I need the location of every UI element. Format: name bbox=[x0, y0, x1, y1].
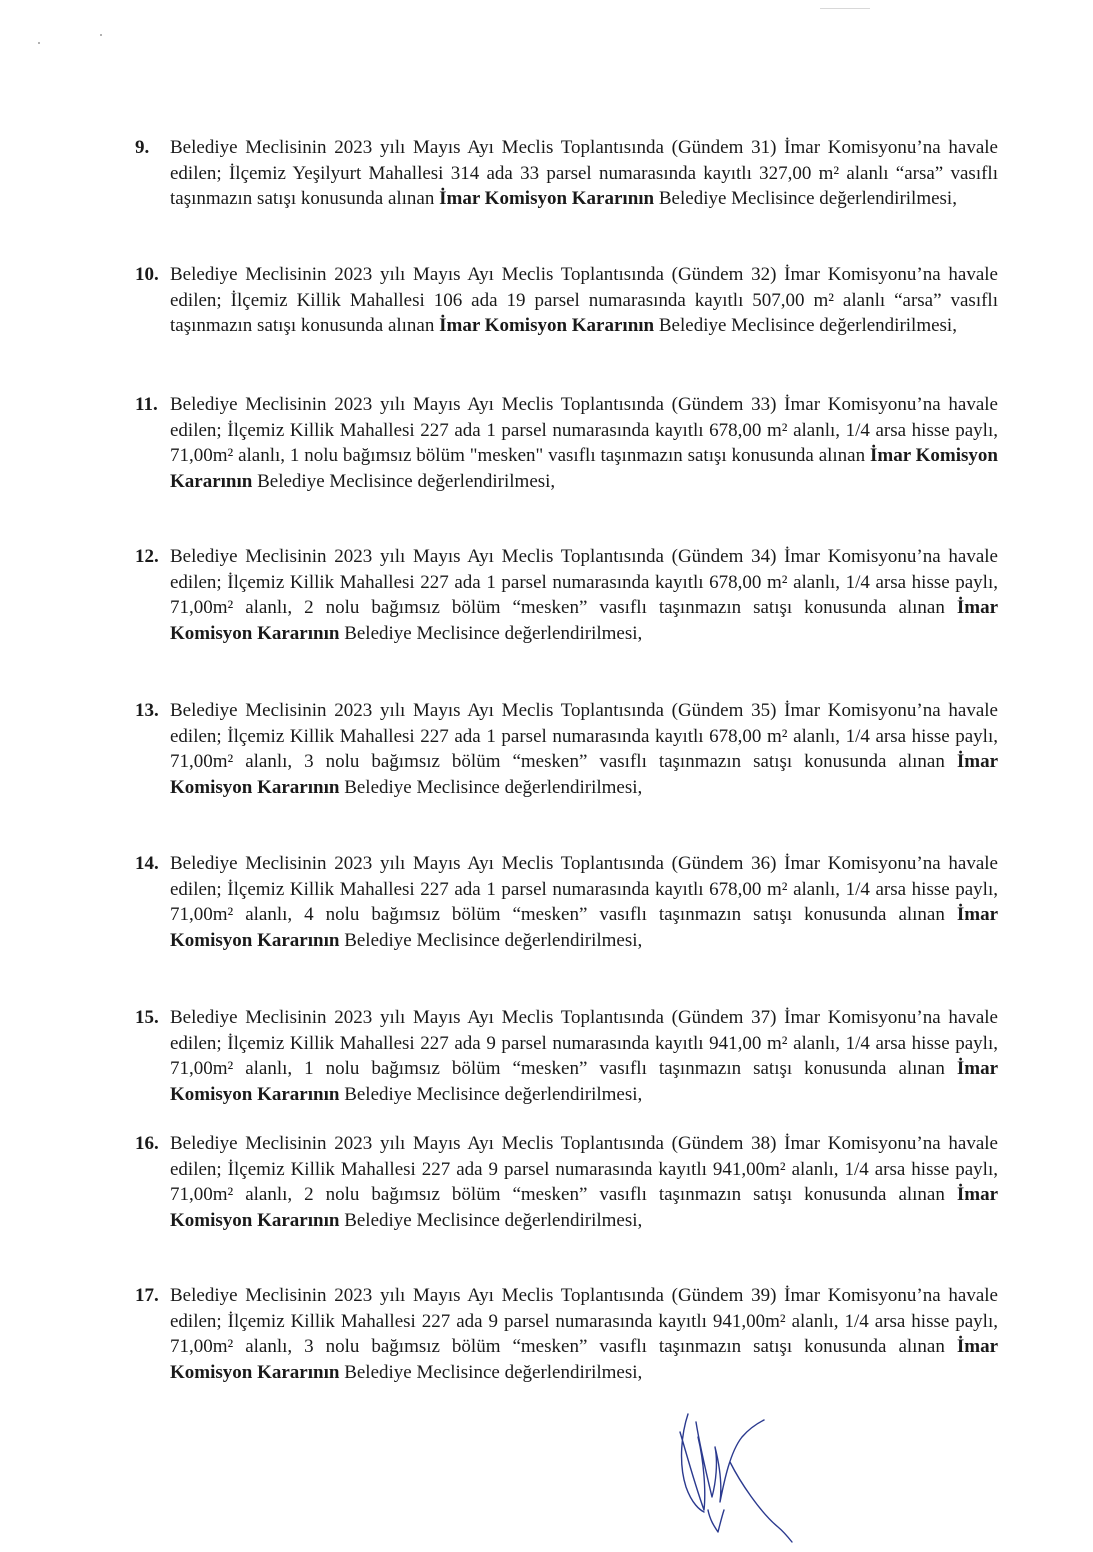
item-text bbox=[170, 1283, 998, 1385]
item-tail: Belediye Meclisince değerlendirilmesi, bbox=[344, 776, 643, 798]
item-body: Belediye Meclisinin 2023 yılı Mayıs Ayı Meclis Toplantısında (Gündem 32) İmar Komisyonu’na havale edilen; İlçemiz Killik Mahallesi 106 ada 19 parsel numarasında kayıtlı 507,00 m² alanlı “arsa” vasıflı taşınmazın satışı konusunda alınan bbox=[170, 264, 998, 336]
item-number: 12. bbox=[135, 546, 159, 567]
item-number: 13. bbox=[135, 700, 159, 721]
item-number: 11. bbox=[135, 394, 158, 415]
item-tail: Belediye Meclisince değerlendirilmesi, bbox=[344, 929, 643, 951]
item-tail: Belediye Meclisince değerlendirilmesi, bbox=[344, 1209, 643, 1231]
item-text bbox=[170, 851, 998, 953]
item-bold-phrase: İmar Komisyon Kararının bbox=[170, 445, 998, 492]
item-tail: Belediye Meclisince değerlendirilmesi, bbox=[658, 315, 957, 336]
agenda-item-14 bbox=[135, 851, 998, 953]
item-text bbox=[170, 698, 998, 800]
item-body: Belediye Meclisinin 2023 yılı Mayıs Ayı Meclis Toplantısında (Gündem 37) İmar Komisyonu’na havale edilen; İlçemiz Killik Mahallesi 227 ada 9 parsel numarasında kayıtlı 941,00 m² alanlı, 1/4 arsa hisse paylı, 71,00m² alanlı, 1 nolu bağımsız bölüm “mesken” vasıflı taşınmazın satışı konusunda alınan bbox=[170, 1007, 998, 1079]
item-number: 10. bbox=[135, 264, 159, 285]
item-body: Belediye Meclisinin 2023 yılı Mayıs Ayı Meclis Toplantısında (Gündem 33) İmar Komisyonu’na havale edilen; İlçemiz Killik Mahallesi 227 ada 1 parsel numarasında kayıtlı 678,00 m² alanlı, 1/4 arsa hisse paylı, 71,00m² alanlı, 1 nolu bağımsız bölüm "mesken" vasıflı taşınmazın satışı konusunda alınan bbox=[170, 394, 998, 466]
item-number: 16. bbox=[135, 1133, 159, 1154]
item-text bbox=[170, 135, 998, 212]
scan-mark-line bbox=[820, 8, 870, 9]
item-text bbox=[170, 392, 998, 494]
item-body: Belediye Meclisinin 2023 yılı Mayıs Ayı Meclis Toplantısında (Gündem 36) İmar Komisyonu’na havale edilen; İlçemiz Killik Mahallesi 227 ada 1 parsel numarasında kayıtlı 678,00 m² alanlı, 1/4 arsa hisse paylı, 71,00m² alanlı, 4 nolu bağımsız bölüm “mesken” vasıflı taşınmazın satışı konusunda alınan bbox=[170, 853, 998, 925]
item-tail: Belediye Meclisince değerlendirilmesi, bbox=[344, 1083, 643, 1105]
signature-icon bbox=[660, 1392, 840, 1552]
item-bold-phrase: İmar Komisyon Kararının bbox=[170, 597, 999, 644]
item-bold-phrase: İmar Komisyon Kararının bbox=[170, 904, 999, 951]
item-bold-phrase: İmar Komisyon Kararının bbox=[170, 1184, 999, 1231]
agenda-item-12 bbox=[135, 544, 998, 646]
agenda-item-17 bbox=[135, 1283, 998, 1385]
agenda-item-16 bbox=[135, 1131, 998, 1233]
item-number: 15. bbox=[135, 1007, 159, 1028]
item-text bbox=[170, 1131, 998, 1233]
item-bold-phrase: İmar Komisyon Kararının bbox=[170, 1058, 999, 1105]
item-bold-phrase: İmar Komisyon Kararının bbox=[170, 751, 999, 798]
agenda-item-10 bbox=[135, 262, 998, 339]
agenda-item-15 bbox=[135, 1005, 998, 1107]
item-number: 17. bbox=[135, 1285, 159, 1306]
item-tail: Belediye Meclisince değerlendirilmesi, bbox=[344, 1361, 643, 1383]
item-body: Belediye Meclisinin 2023 yılı Mayıs Ayı Meclis Toplantısında (Gündem 31) İmar Komisyonu’na havale edilen; İlçemiz Yeşilyurt Mahallesi 314 ada 33 parsel numarasında kayıtlı 327,00 m² alanlı “arsa” vasıflı taşınmazın satışı konusunda alınan bbox=[170, 137, 998, 209]
item-text bbox=[170, 1005, 998, 1107]
agenda-item-13 bbox=[135, 698, 998, 800]
item-text bbox=[170, 544, 998, 646]
item-tail: Belediye Meclisince değerlendirilmesi, bbox=[344, 622, 643, 644]
item-text bbox=[170, 262, 998, 339]
item-number: 14. bbox=[135, 853, 159, 874]
item-bold-phrase: İmar Komisyon Kararının bbox=[170, 1336, 999, 1383]
item-bold-phrase: İmar Komisyon Kararının bbox=[439, 315, 655, 336]
item-body: Belediye Meclisinin 2023 yılı Mayıs Ayı Meclis Toplantısında (Gündem 35) İmar Komisyonu’na havale edilen; İlçemiz Killik Mahallesi 227 ada 1 parsel numarasında kayıtlı 678,00 m² alanlı, 1/4 arsa hisse paylı, 71,00m² alanlı, 3 nolu bağımsız bölüm “mesken” vasıflı taşınmazın satışı konusunda alınan bbox=[170, 700, 998, 772]
item-body: Belediye Meclisinin 2023 yılı Mayıs Ayı Meclis Toplantısında (Gündem 39) İmar Komisyonu’na havale edilen; İlçemiz Killik Mahallesi 227 ada 9 parsel numarasında kayıtlı 941,00m² alanlı, 1/4 arsa hisse paylı, 71,00m² alanlı, 3 nolu bağımsız bölüm “mesken” vasıflı taşınmazın satışı konusunda alınan bbox=[170, 1285, 998, 1357]
item-body: Belediye Meclisinin 2023 yılı Mayıs Ayı Meclis Toplantısında (Gündem 34) İmar Komisyonu’na havale edilen; İlçemiz Killik Mahallesi 227 ada 1 parsel numarasında kayıtlı 678,00 m² alanlı, 1/4 arsa hisse paylı, 71,00m² alanlı, 2 nolu bağımsız bölüm “mesken” vasıflı taşınmazın satışı konusunda alınan bbox=[170, 546, 998, 618]
item-number: 9. bbox=[135, 137, 150, 158]
agenda-item-11 bbox=[135, 392, 998, 494]
item-tail: Belediye Meclisince değerlendirilmesi, bbox=[257, 470, 556, 492]
item-tail: Belediye Meclisince değerlendirilmesi, bbox=[658, 188, 957, 209]
scan-dot bbox=[38, 42, 40, 44]
scan-dot bbox=[100, 34, 102, 36]
agenda-item-9 bbox=[135, 135, 998, 212]
item-body: Belediye Meclisinin 2023 yılı Mayıs Ayı Meclis Toplantısında (Gündem 38) İmar Komisyonu’na havale edilen; İlçemiz Killik Mahallesi 227 ada 9 parsel numarasında kayıtlı 941,00m² alanlı, 1/4 arsa hisse paylı, 71,00m² alanlı, 2 nolu bağımsız bölüm “mesken” vasıflı taşınmazın satışı konusunda alınan bbox=[170, 1133, 998, 1205]
item-bold-phrase: İmar Komisyon Kararının bbox=[439, 188, 655, 209]
